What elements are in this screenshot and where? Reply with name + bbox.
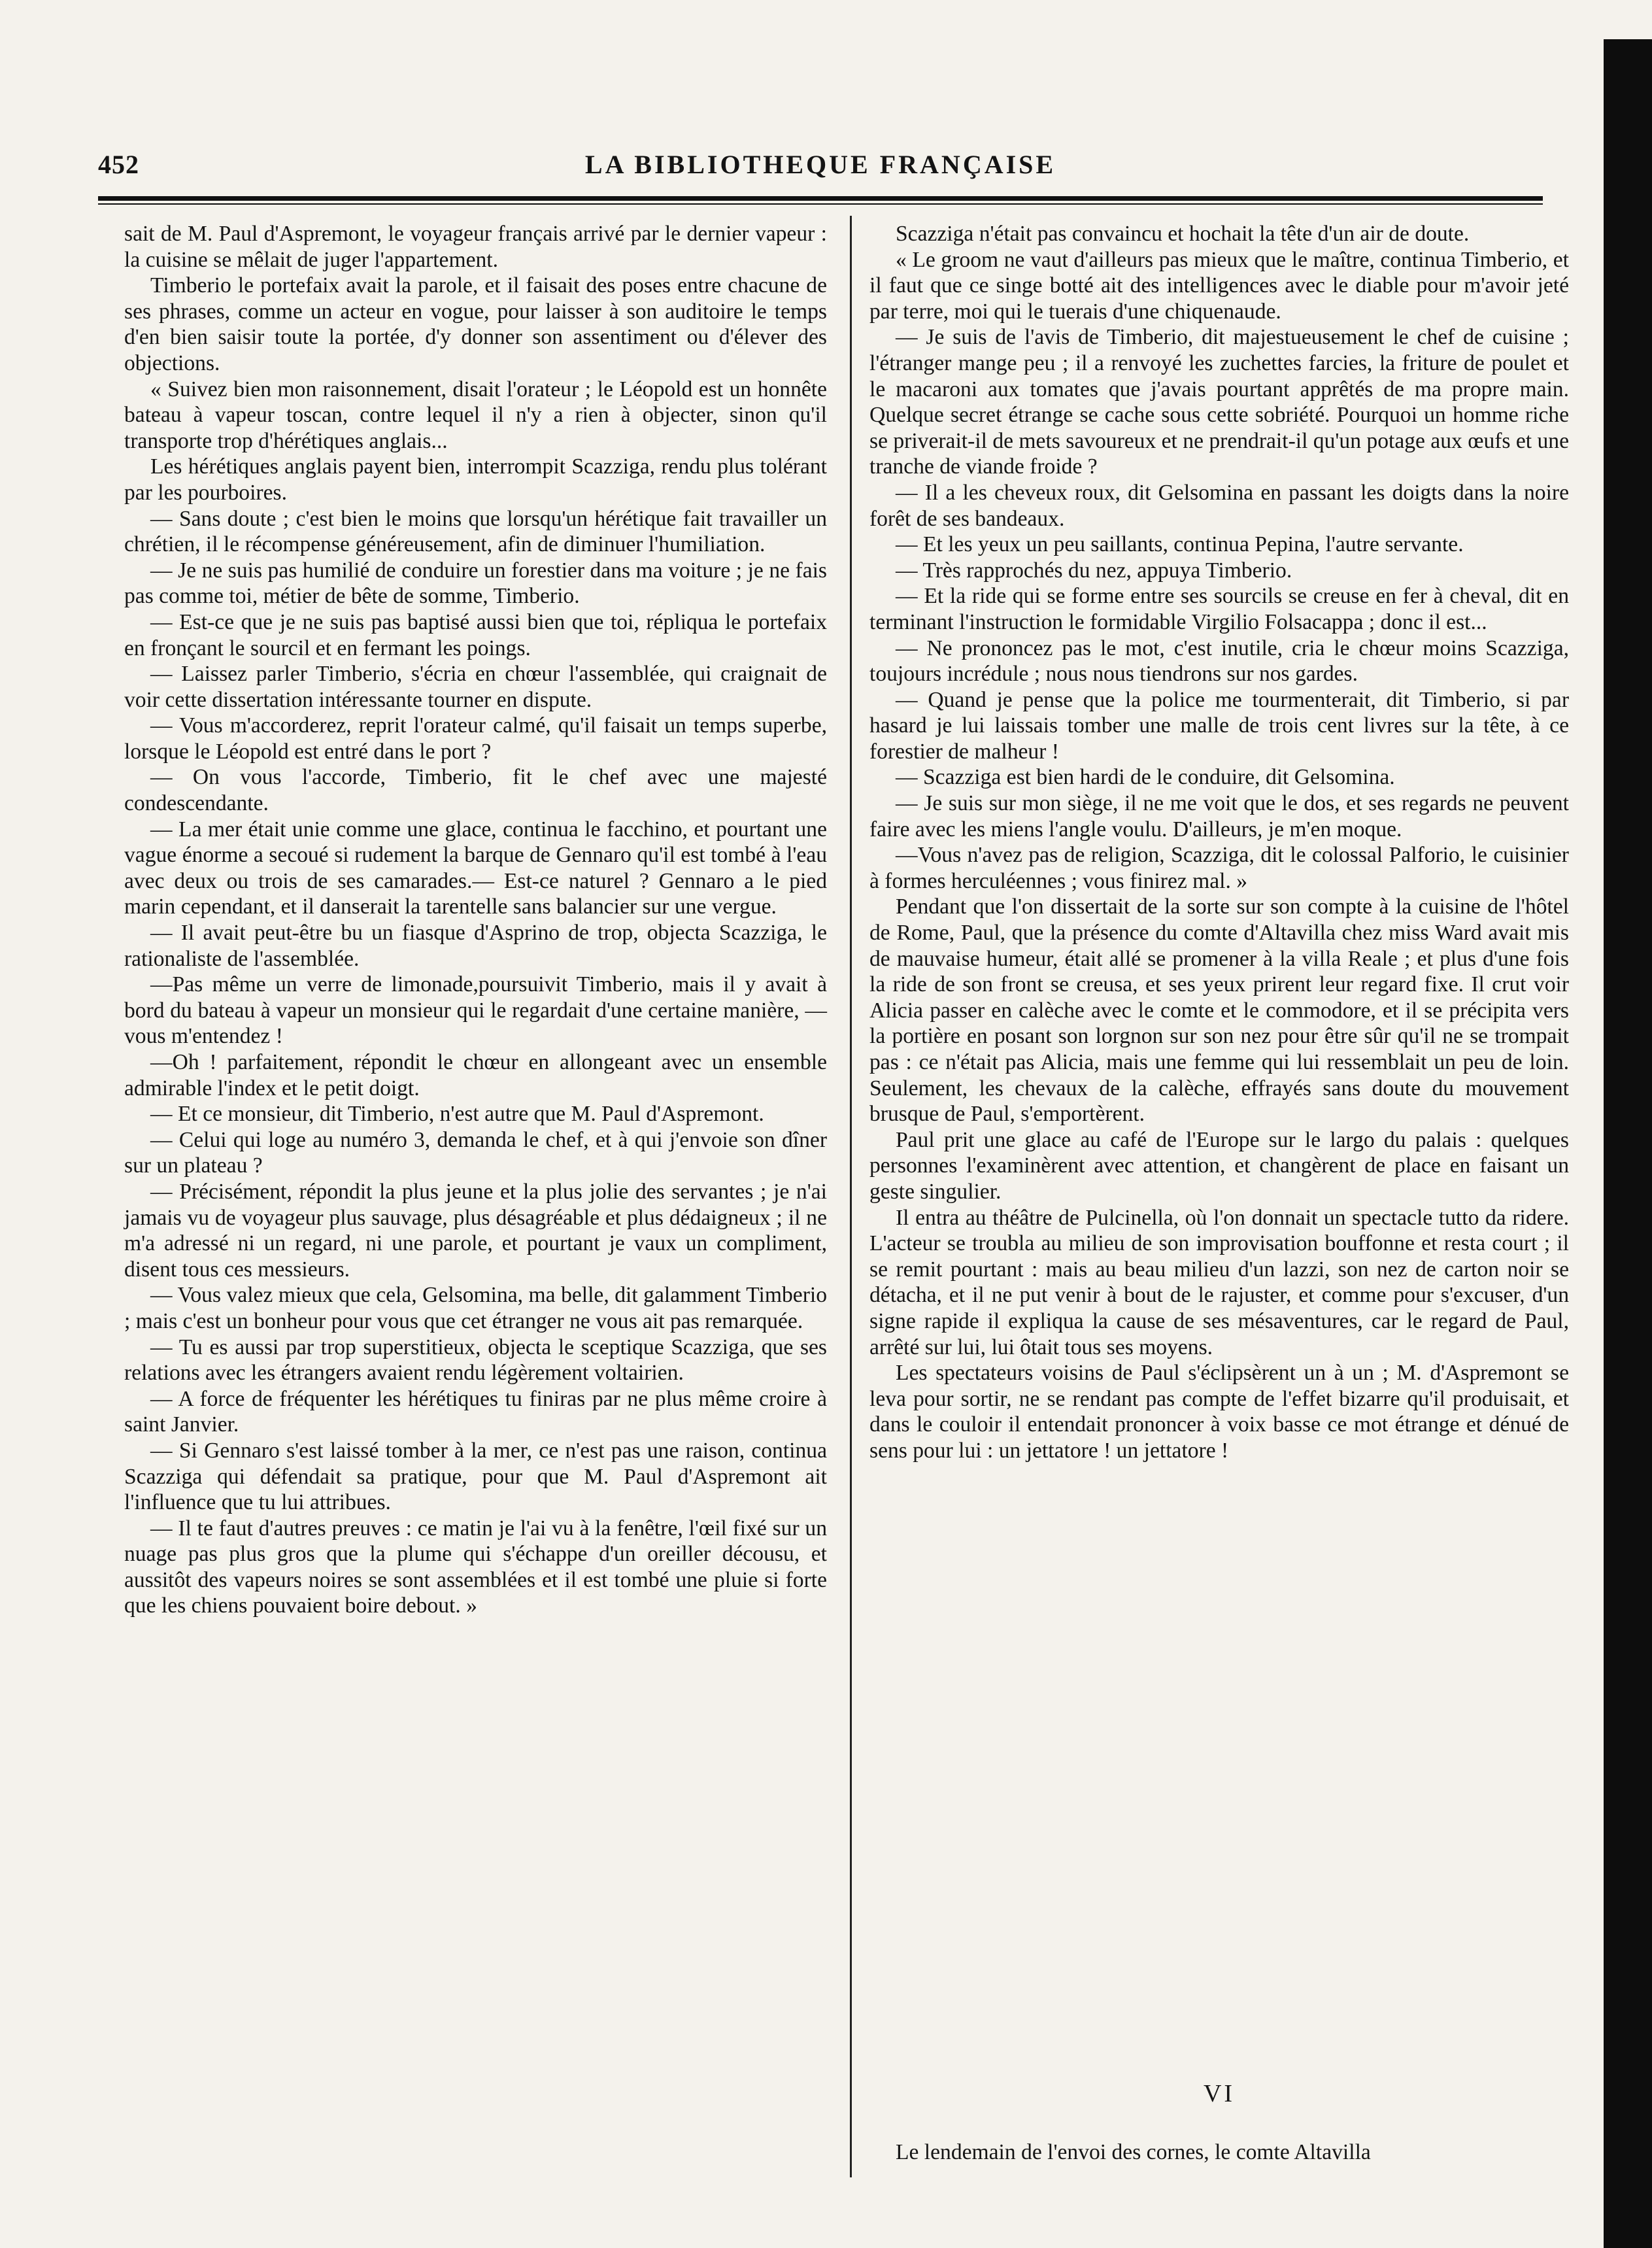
paragraph: — Quand je pense que la police me tourmenterait, dit Timberio, si par hasard je lui laissais tomber une malle de trois cent livres sur la tête, à ce forestier de malheur ! — [869, 687, 1569, 764]
paragraph: — Si Gennaro s'est laissé tomber à la mer, ce n'est pas une raison, continua Scazziga qui défendait sa pratique, pour que M. Paul d'Aspremont ait l'influence que tu lui attribues. — [124, 1438, 827, 1515]
paragraph: — Laissez parler Timberio, s'écria en chœur l'assemblée, qui craignait de voir cette dissertation intéressante tourner en dispute. — [124, 662, 827, 712]
paragraph: — Et la ride qui se forme entre ses sourcils se creuse en fer à cheval, dit en terminant l'instruction le formidable Virgilio Folsacappa ; donc il est... — [869, 584, 1569, 634]
paragraph: — Et les yeux un peu saillants, continua Pepina, l'autre servante. — [896, 532, 1464, 557]
page-header — [98, 149, 1543, 195]
page-number: 452 — [98, 150, 139, 179]
right-column — [869, 221, 1569, 1464]
paragraph: « Le groom ne vaut d'ailleurs pas mieux que le maître, continua Timberio, et il faut que ce singe botté ait des intelligences avec le diable pour m'avoir jeté par terre, moi qui le tuerais d'une chiquenaude. — [869, 247, 1569, 324]
paragraph: — Et ce monsieur, dit Timberio, n'est autre que M. Paul d'Aspremont. — [150, 1102, 764, 1127]
paragraph: Scazziga n'était pas convaincu et hochait la tête d'un air de doute. — [896, 222, 1470, 246]
paragraph: — Est-ce que je ne suis pas baptisé aussi bien que toi, répliqua le portefaix en fronçant le sourcil et en fermant les poings. — [124, 609, 827, 660]
paragraph: — Scazziga est bien hardi de le conduire, dit Gelsomina. — [896, 765, 1395, 790]
binding-shadow — [1604, 39, 1652, 2248]
paragraph: — Il a les cheveux roux, dit Gelsomina en passant les doigts dans la noire forêt de ses bandeaux. — [869, 480, 1569, 531]
paragraph: — Il avait peut-être bu un fiasque d'Asprino de trop, objecta Scazziga, le rationaliste de l'assemblée. — [124, 921, 827, 971]
paragraph: Les hérétiques anglais payent bien, interrompit Scazziga, rendu plus tolérant par les pourboires. — [124, 454, 827, 505]
paragraph: — Très rapprochés du nez, appuya Timberio. — [896, 558, 1292, 583]
paragraph: Il entra au théâtre de Pulcinella, où l'on donnait un spectacle tutto da ridere. L'acteur se troubla au milieu de son improvisation bouffonne et resta court ; il se remit pourtant : mais au beau milieu d'un lazzi, son nez de carton noir se détacha, et il ne put venir à bout de le rajuster, et comme pour s'excuser, d'un signe rapide il expliqua la cause de ses mésaventures, car le regard de Paul, arrêté sur lui, lui ôtait tous ses moyens. — [869, 1205, 1569, 1359]
paragraph: — Je suis sur mon siège, il ne me voit que le dos, et ses regards ne peuvent faire avec les miens l'angle voulu. D'ailleurs, je m'en moque. — [869, 791, 1569, 842]
paragraph: — Vous valez mieux que cela, Gelsomina, ma belle, dit galamment Timberio ; mais c'est un bonheur pour vous que cet étranger ne vous ait pas remarquée. — [124, 1283, 827, 1333]
paragraph: — On vous l'accorde, Timberio, fit le chef avec une majesté condescendante. — [124, 765, 827, 816]
paragraph: — Tu es aussi par trop superstitieux, objecta le sceptique Scazziga, que ses relations avec les étrangers avaient rendu légèrement voltairien. — [124, 1335, 827, 1386]
paragraph: — Il te faut d'autres preuves : ce matin je l'ai vu à la fenêtre, l'œil fixé sur un nuage pas plus gros que la plume qui s'échappe d'un oreiller décousu, et aussitôt des vapeurs noires se sont assemblées et il est tombé une pluie si forte que les chiens pouvaient boire debout. » — [124, 1516, 827, 1618]
paragraph: —Vous n'avez pas de religion, Scazziga, dit le colossal Palforio, le cuisinier à formes herculéennes ; vous finirez mal. » — [869, 843, 1569, 893]
paragraph: sait de M. Paul d'Aspremont, le voyageur français arrivé par le dernier vapeur : la cuisine se mêlait de juger l'appartement. — [124, 222, 827, 272]
running-title: LA BIBLIOTHEQUE FRANÇAISE — [584, 150, 1056, 179]
left-column — [124, 221, 827, 1619]
paragraph: — Ne prononcez pas le mot, c'est inutile, cria le chœur moins Scazziga, toujours incrédule ; nous nous tiendrons sur nos gardes. — [869, 636, 1569, 687]
paragraph: Timberio le portefaix avait la parole, et il faisait des poses entre chacune de ses phrases, comme un acteur en vogue, pour laisser à son auditoire le temps d'en bien saisir toute la portée, d'y donner son assentiment ou d'élever des objections. — [124, 273, 827, 375]
paragraph: — A force de fréquenter les hérétiques tu finiras par ne plus même croire à saint Janvier. — [124, 1386, 827, 1437]
column-divider — [850, 216, 852, 2177]
paragraph: — Je ne suis pas humilié de conduire un forestier dans ma voiture ; je ne fais pas comme toi, métier de bête de somme, Timberio. — [124, 558, 827, 609]
paragraph: Pendant que l'on dissertait de la sorte sur son compte à la cuisine de l'hôtel de Rome, Paul, que la présence du comte d'Altavilla chez miss Ward avait mis de mauvaise humeur, était allé se promener à la villa Reale ; et plus d'une fois la ride de son front se creusa, et ses yeux prirent leur regard fixe. Il crut voir Alicia passer en calèche avec le comte et le commodore, et il se précipita vers la portière en posant son lorgnon sur son nez pour être sûr qu'il ne se trompait pas : ce n'était pas Alicia, mais une femme qui lui ressemblait un peu de loin. Seulement, les chevaux de la calèche, effrayés sans doute du mouvement brusque de Paul, s'emportèrent. — [869, 894, 1569, 1127]
paragraph: —Oh ! parfaitement, répondit le chœur en allongeant avec un ensemble admirable l'index et le petit doigt. — [124, 1050, 827, 1100]
paragraph: — Vous m'accorderez, reprit l'orateur calmé, qu'il faisait un temps superbe, lorsque le Léopold est entré dans le port ? — [124, 713, 827, 764]
paragraph: — Sans doute ; c'est bien le moins que lorsqu'un hérétique fait travailler un chrétien, il le récompense généreusement, afin de diminuer l'humiliation. — [124, 506, 827, 557]
paragraph: — La mer était unie comme une glace, continua le facchino, et pourtant une vague énorme a secoué si rudement la barque de Gennaro qu'il est tombé à l'eau avec deux ou trois de ses camarades.— Est-ce naturel ? Gennaro a le pied marin cependant, et il danserait la tarentelle sans balancier sur une vergue. — [124, 817, 827, 919]
paragraph: Paul prit une glace au café de l'Europe sur le largo du palais : quelques personnes l'examinèrent avec attention, et changèrent de place en faisant un geste singulier. — [869, 1127, 1569, 1204]
header-rule-thin — [98, 203, 1543, 205]
paragraph: — Celui qui loge au numéro 3, demanda le chef, et à qui j'envoie son dîner sur un plateau ? — [124, 1127, 827, 1178]
paragraph: — Je suis de l'avis de Timberio, dit majestueusement le chef de cuisine ; l'étranger mange peu ; il a renvoyé les zuchettes farcies, la friture de poulet et le macaroni aux tomates que j'avais pourtant apprêtés de ma propre main. Quelque secret étrange se cache sous cette sobriété. Pourquoi un homme riche se priverait-il de mets savoureux et ne prendrait-il qu'un potage aux œufs et une tranche de viande froide ? — [869, 325, 1569, 479]
section-heading: VI — [1203, 2080, 1236, 2107]
paragraph: — Précisément, répondit la plus jeune et la plus jolie des servantes ; je n'ai jamais vu de voyageur plus sauvage, plus désagréable et plus dédaigneux ; il ne m'a adressé ni un regard, ni une parole, et pourtant je vaux un compliment, disent tous ces messieurs. — [124, 1179, 827, 1282]
section-opening-line: Le lendemain de l'envoi des cornes, le comte Altavilla — [896, 2140, 1371, 2164]
header-rule-thick — [98, 196, 1543, 201]
paragraph: Les spectateurs voisins de Paul s'éclipsèrent un à un ; M. d'Aspremont se leva pour sortir, ne se rendant pas compte de l'effet bizarre qu'il produisait, et dans le couloir il entendait prononcer à voix basse ce mot étrange et dénué de sens pour lui : un jettatore ! un jettatore ! — [869, 1361, 1569, 1463]
paragraph: « Suivez bien mon raisonnement, disait l'orateur ; le Léopold est un honnête bateau à vapeur toscan, contre lequel il n'y a rien à objecter, sinon qu'il transporte trop d'hérétiques anglais... — [124, 377, 827, 453]
paragraph: —Pas même un verre de limonade,poursuivit Timberio, mais il y avait à bord du bateau à vapeur un monsieur qui le regardait d'une certaine manière, — vous m'entendez ! — [124, 972, 827, 1049]
